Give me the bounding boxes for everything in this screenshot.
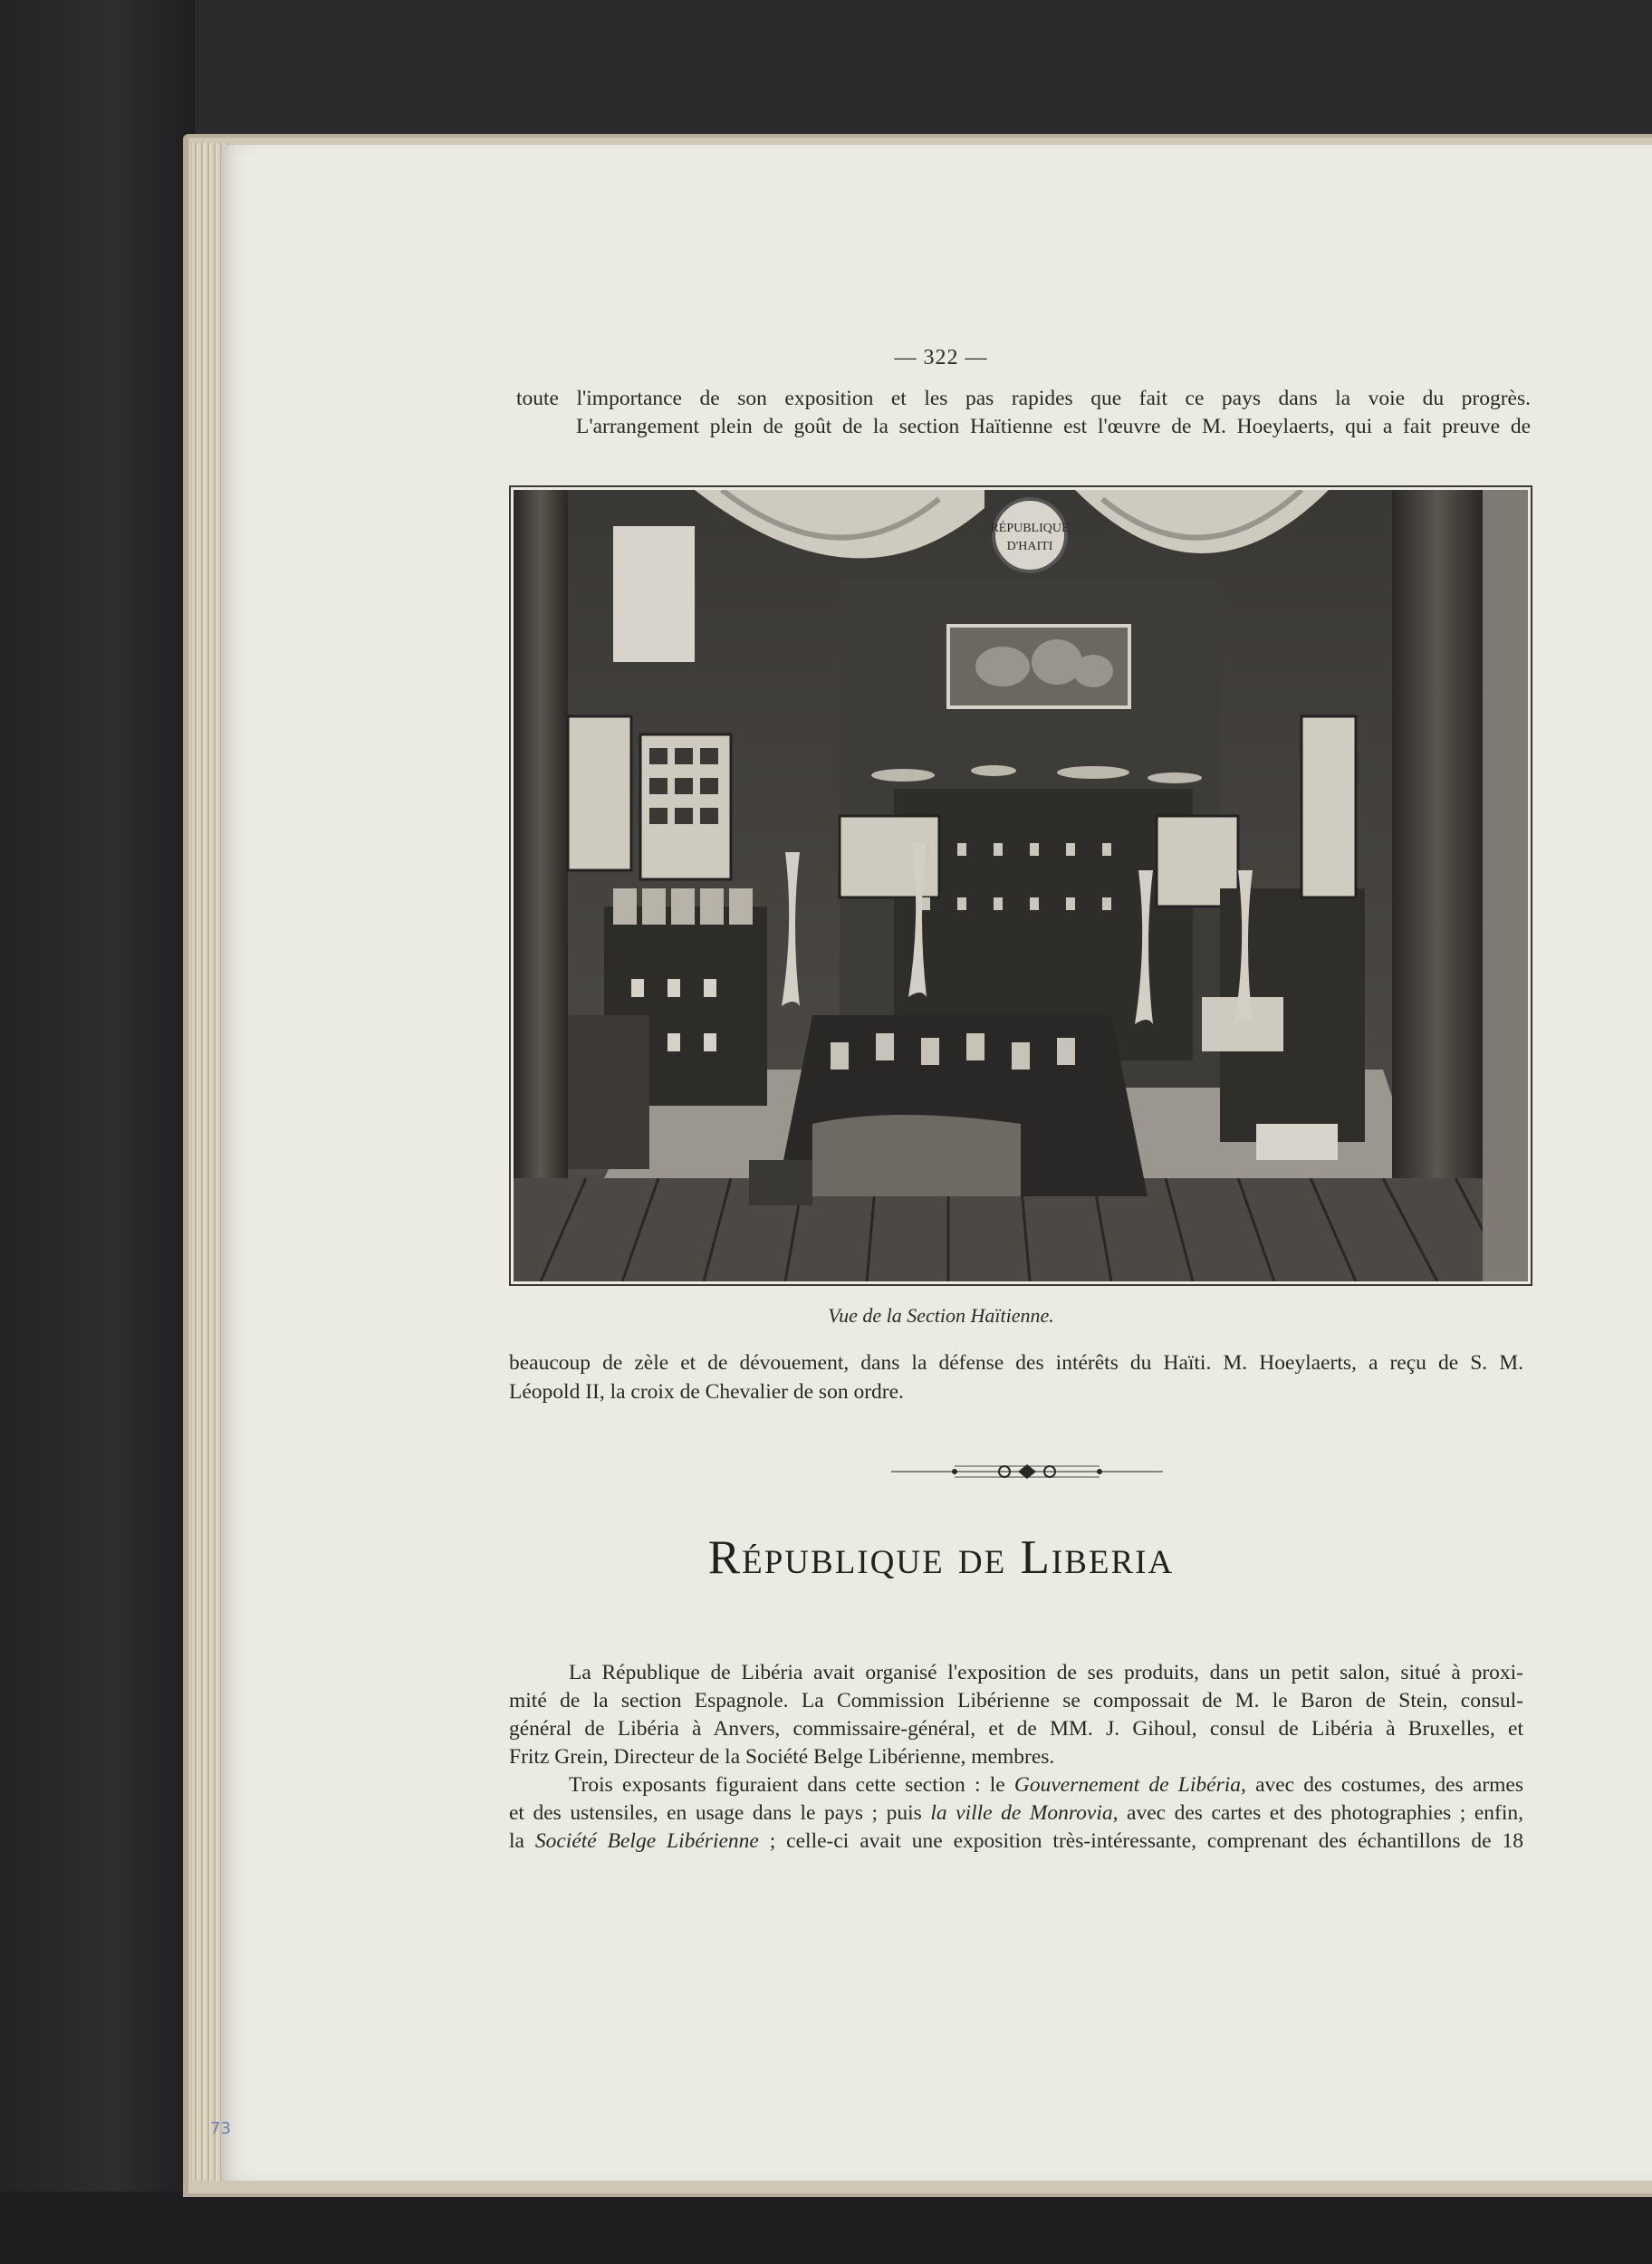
photo-sign-text: RÉPUBLIQUE bbox=[990, 522, 1070, 535]
figure-caption: Vue de la Section Haïtienne. bbox=[828, 1304, 1054, 1327]
paragraph-line: beaucoup de zèle et de dévouement, dans la défense des intérêts du Haïti. M. Hoeylaerts, a reçu de S. M. bbox=[509, 1351, 1523, 1375]
text-run: ; celle-ci avait une exposition très-intéressante, comprenant des échantillons de 18 bbox=[758, 1829, 1523, 1853]
paragraph-line: toute l'importance de son exposition et les pas rapides que fait ce pays dans la voie du progrès. bbox=[516, 387, 1531, 410]
halftone-photograph bbox=[509, 485, 1532, 1286]
italic-run: la ville de Monrovia bbox=[930, 1801, 1113, 1825]
backdrop-left bbox=[0, 0, 195, 2264]
margin-pencil-note: 73 bbox=[210, 2119, 231, 2138]
paragraph-line bbox=[509, 1771, 1523, 1799]
italic-run: Société Belge Libérienne bbox=[534, 1829, 759, 1853]
text-run: , avec des costumes, des armes bbox=[1241, 1773, 1523, 1797]
page-number: — 322 — bbox=[894, 346, 988, 369]
text-run: Trois exposants figuraient dans cette section : le bbox=[569, 1773, 1014, 1797]
section-title: République de Liberia bbox=[707, 1531, 1175, 1584]
text-run: , avec des cartes et des photographies ; enfin, bbox=[1112, 1801, 1524, 1825]
paragraph-line: La République de Libéria avait organisé l'exposition de ses produits, dans un petit salon, situé à proxi- bbox=[569, 1661, 1523, 1684]
exhibition-hall-photo bbox=[514, 490, 1528, 1281]
book-page bbox=[221, 145, 1652, 2181]
italic-run: Gouvernement de Libéria bbox=[1013, 1773, 1241, 1797]
backdrop-bottom bbox=[0, 2192, 1652, 2264]
paragraph-line: mité de la section Espagnole. La Commission Libérienne se compossait de M. le Baron de Stein, consul- bbox=[509, 1689, 1523, 1712]
text-run: et des ustensiles, en usage dans le pays ; puis bbox=[509, 1801, 931, 1825]
ornament-divider-icon bbox=[891, 1453, 1163, 1490]
paragraph-line: L'arrangement plein de goût de la section Haïtienne est l'œuvre de M. Hoeylaerts, qui a fait preuve de bbox=[576, 415, 1531, 438]
paragraph-line: Fritz Grein, Directeur de la Société Belge Libérienne, membres. bbox=[509, 1745, 1055, 1769]
paragraph-line bbox=[509, 1799, 1523, 1828]
photo-sign-text: D'HAITI bbox=[1006, 540, 1053, 553]
text-run: la bbox=[509, 1829, 535, 1853]
paragraph-line: Léopold II, la croix de Chevalier de son ordre. bbox=[509, 1380, 904, 1404]
paragraph-line bbox=[509, 1828, 1523, 1856]
paragraph-line: général de Libéria à Anvers, commissaire-général, et de MM. J. Gihoul, consul de Libéria à Bruxelles, et bbox=[509, 1717, 1523, 1741]
